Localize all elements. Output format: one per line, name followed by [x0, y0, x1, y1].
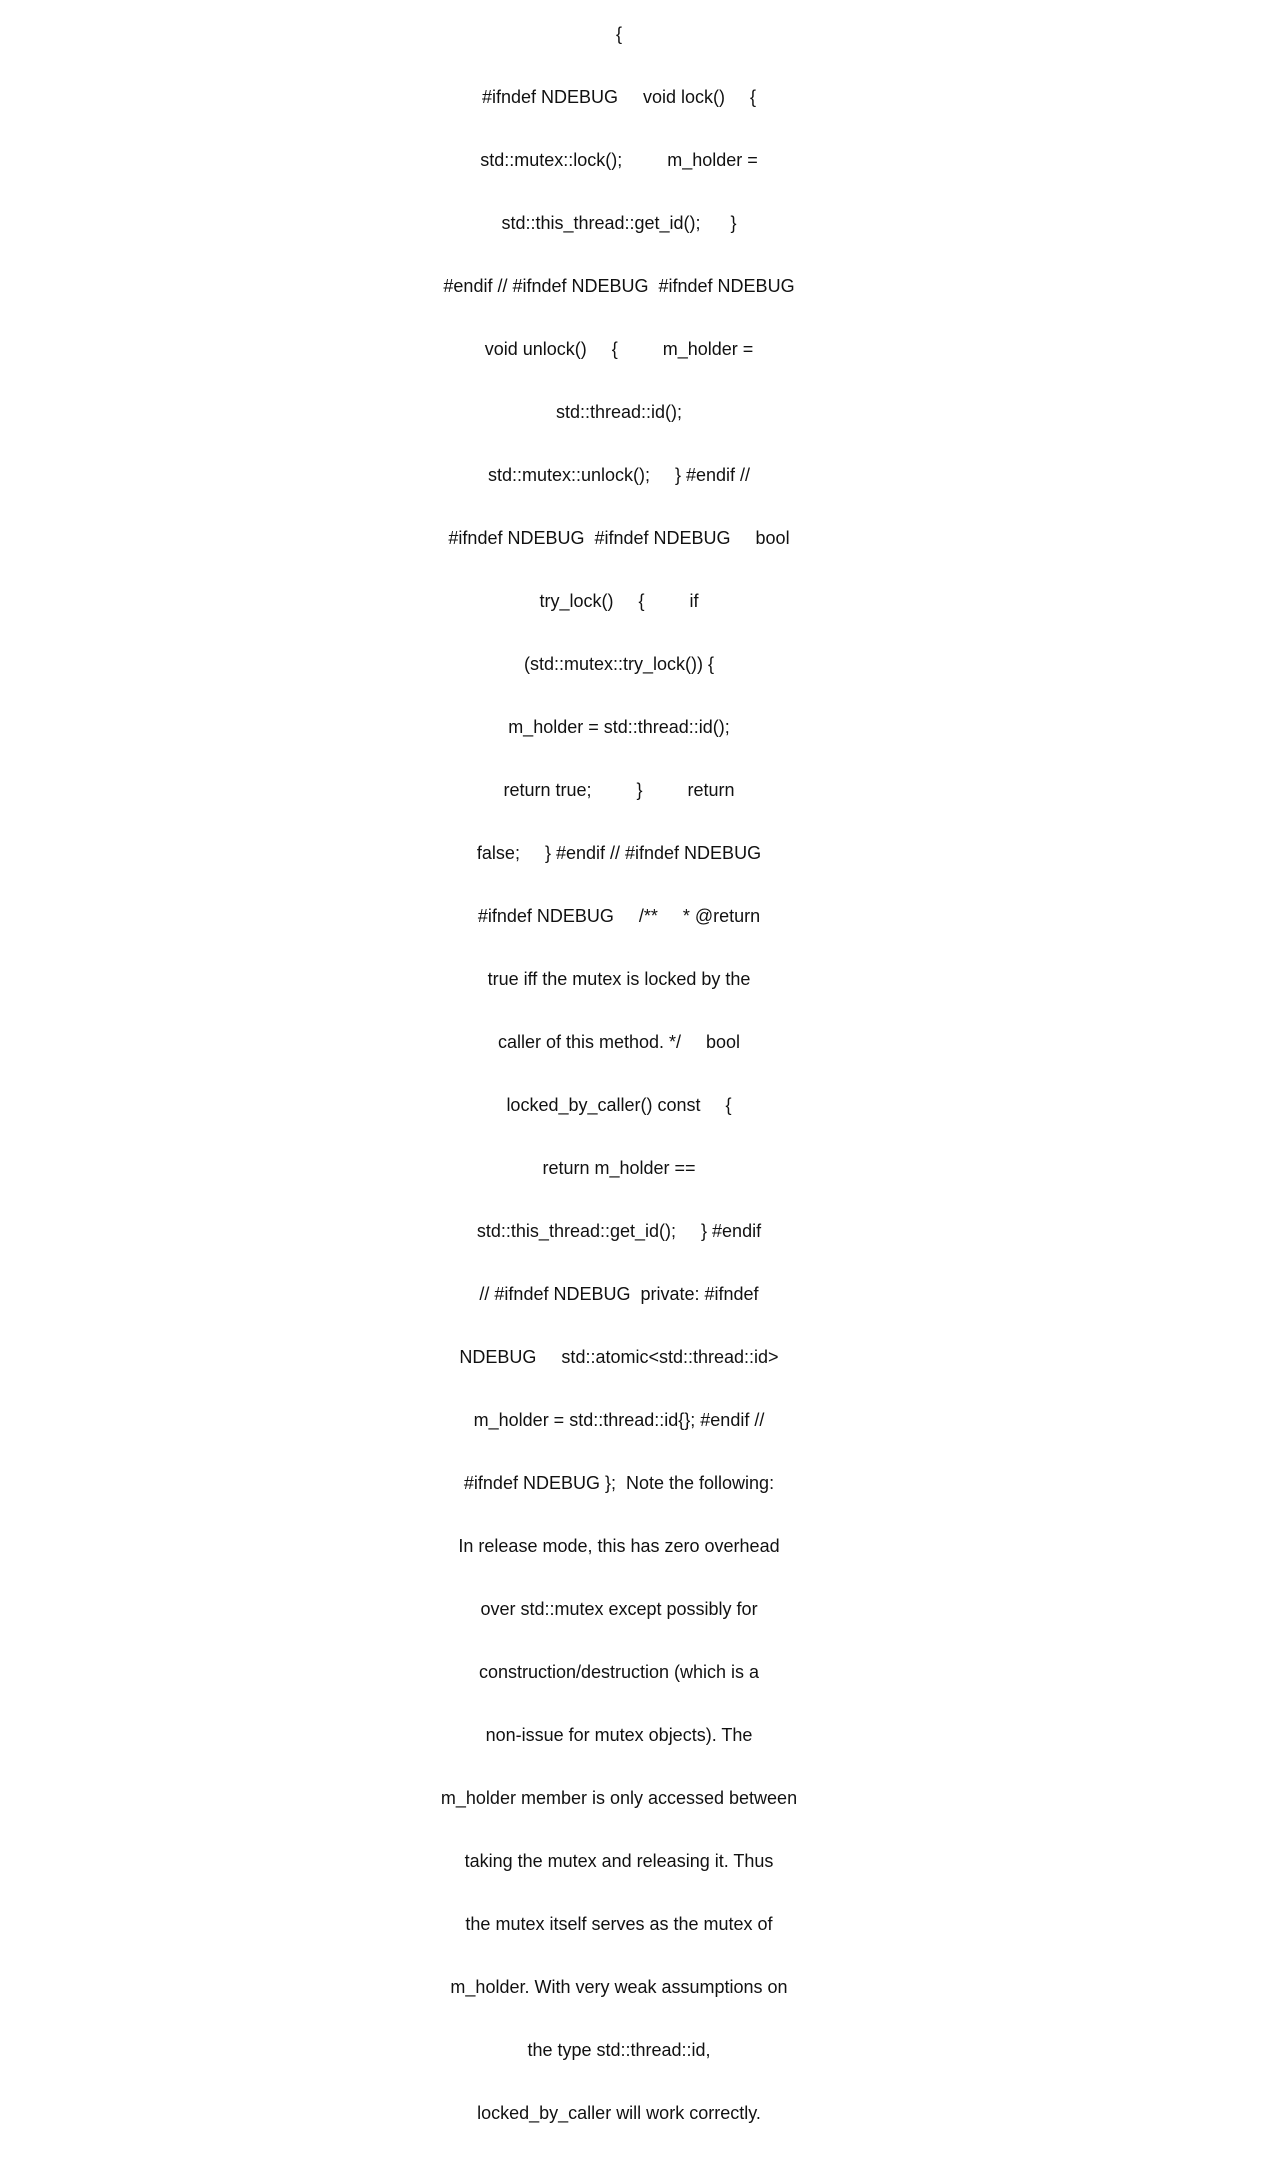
text-line: the mutex itself serves as the mutex of [465, 1914, 773, 1934]
text-line: caller of this method. */ bool [497, 1032, 741, 1052]
text-line: construction/destruction (which is a [478, 1662, 760, 1682]
text-line: the type std::thread::id, [527, 2040, 711, 2060]
text-line: over std::mutex except possibly for [480, 1599, 758, 1619]
text-line: locked_by_caller will work correctly. [477, 2103, 761, 2123]
text-line: (std::mutex::try_lock()) { [523, 654, 715, 674]
text-line: void unlock() { m_holder = [484, 339, 754, 359]
text-line: #ifndef NDEBUG }; Note the following: [463, 1473, 775, 1493]
text-line: NDEBUG std::atomic<std::thread::id> [459, 1347, 779, 1367]
text-line: // #ifndef NDEBUG private: #ifndef [479, 1284, 759, 1304]
text-line: #ifndef NDEBUG /** * @return [477, 906, 761, 926]
text-line: return m_holder == [542, 1158, 696, 1178]
text-line: locked_by_caller() const { [506, 1095, 732, 1115]
text-line: non-issue for mutex objects). The [485, 1725, 753, 1745]
text-line: false; } #endif // #ifndef NDEBUG [476, 843, 762, 863]
text-line: std::mutex::unlock(); } #endif // [487, 465, 751, 485]
text-line: m_holder. With very weak assumptions on [450, 1977, 788, 1997]
text-line: taking the mutex and releasing it. Thus [464, 1851, 774, 1871]
text-line: return true; } return [503, 780, 735, 800]
text-line: true iff the mutex is locked by the [487, 969, 751, 989]
text-line: m_holder = std::thread::id(); [508, 717, 730, 737]
text-line: try_lock() { if [539, 591, 699, 611]
text-line: std::this_thread::get_id(); } #endif [476, 1221, 762, 1241]
text-line: std::mutex::lock(); m_holder = [480, 150, 758, 170]
text-line: #ifndef NDEBUG #ifndef NDEBUG bool [448, 528, 790, 548]
text-line: m_holder member is only accessed between [440, 1788, 798, 1808]
text-line: m_holder = std::thread::id{}; #endif // [473, 1410, 765, 1430]
text-line: std::thread::id(); [555, 402, 683, 422]
document-text [440, 0, 798, 2166]
text-line: #endif // #ifndef NDEBUG #ifndef NDEBUG [443, 276, 795, 296]
text-line: { [615, 24, 622, 44]
text-line: std::this_thread::get_id(); } [501, 213, 737, 233]
text-line: In release mode, this has zero overhead [458, 1536, 780, 1556]
text-line: #ifndef NDEBUG void lock() { [481, 87, 757, 107]
